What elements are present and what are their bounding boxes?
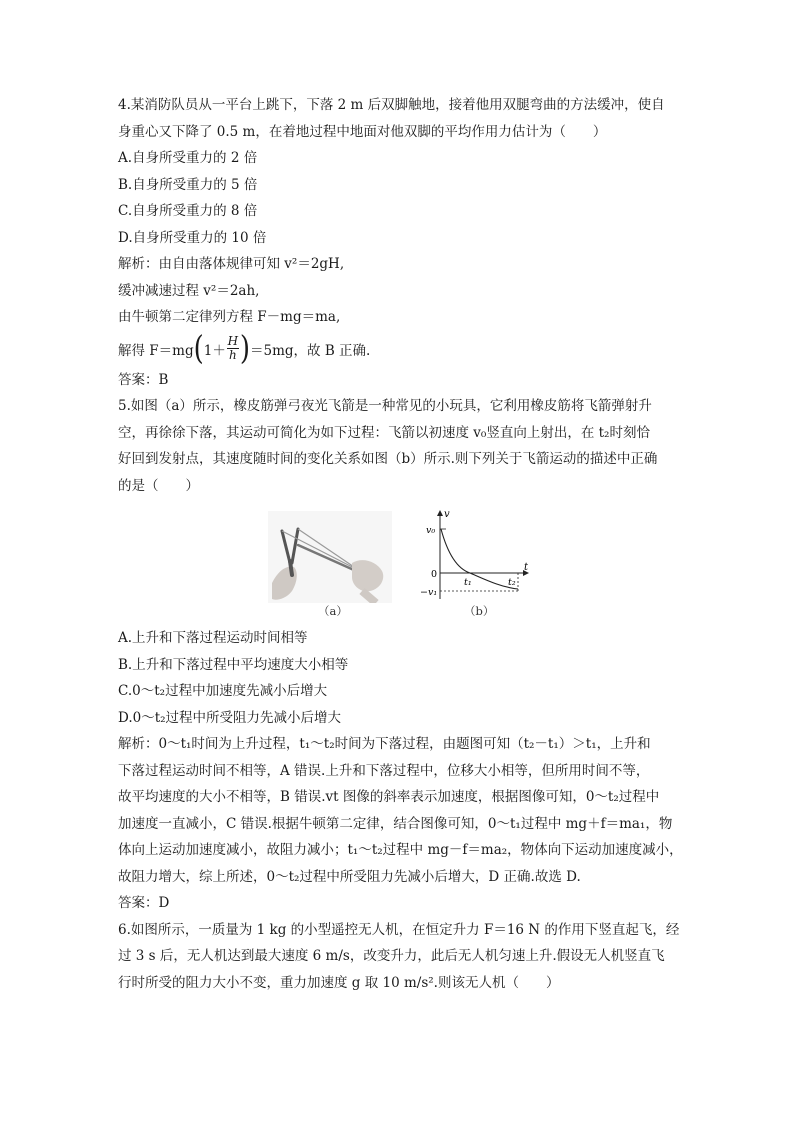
right-paren: ) bbox=[239, 329, 251, 368]
t-axis-label: t bbox=[524, 562, 529, 573]
q4-solution-one: 1＋ bbox=[203, 342, 226, 359]
q4-solution-suffix: ＝5mg，故 B 正确. bbox=[250, 342, 371, 359]
q4-analysis-line-2: 缓冲减速过程 v²＝2ah, bbox=[118, 282, 260, 299]
t2-label: t₂ bbox=[508, 577, 516, 588]
fraction-numerator: H bbox=[227, 334, 239, 348]
q5-stem-line-1: 5.如图（a）所示，橡皮筋弹弓夜光飞箭是一种常见的小玩具，它利用橡皮筋将飞箭弹射升 bbox=[118, 398, 652, 414]
q5-analysis-line-5: 体向上运动加速度减小，故阻力减小；t₁～t₂过程中 mg－f＝ma₂，物体向下运动加速度减小， bbox=[118, 842, 683, 858]
q5-answer: 答案：D bbox=[118, 895, 170, 911]
figure-b-caption: （b） bbox=[464, 604, 495, 618]
q4-stem-line-2: 身重心又下降了 0.5 m，在着地过程中地面对他双脚的平均作用力估计为（ ） bbox=[118, 123, 607, 140]
q4-option-b: B.自身所受重力的 5 倍 bbox=[118, 176, 258, 193]
q5-option-b: B.上升和下落过程中平均速度大小相等 bbox=[118, 656, 349, 673]
q5-option-a: A.上升和下落过程运动时间相等 bbox=[118, 630, 308, 646]
q4-analysis-line-3: 由牛顿第二定律列方程 F－mg＝ma, bbox=[118, 309, 341, 325]
q5-analysis-line-2: 下落过程运动时间不相等，A 错误.上升和下落过程中，位移大小相等，但所用时间不等， bbox=[118, 762, 650, 779]
q5-analysis-line-4: 加速度一直减小，C 错误.根据牛顿第二定律，结合图像可知，0～t₁过程中 mg＋f＝ma₁，物 bbox=[118, 815, 673, 832]
q4-answer: 答案：B bbox=[118, 371, 169, 388]
q6-stem-line-1: 6.如图所示，一质量为 1 kg 的小型遥控无人机，在恒定升力 F＝16 N 的作用下竖直起飞，经 bbox=[118, 921, 680, 938]
q5-stem-line-3: 好回到发射点，其速度随时间的变化关系如图（b）所示.则下列关于飞箭运动的描述中正确 bbox=[118, 451, 658, 467]
q5-analysis-line-6: 故阻力增大，综上所述，0～t₂过程中所受阻力先减小后增大，D 正确.故选 D. bbox=[118, 868, 581, 885]
v0-label: v₀ bbox=[426, 525, 436, 536]
slingshot-photo bbox=[268, 511, 392, 603]
q5-option-c: C.0～t₂过程中加速度先减小后增大 bbox=[118, 683, 328, 699]
q5-figures bbox=[118, 505, 684, 623]
neg-v1-label: −v₁ bbox=[420, 587, 438, 598]
q6-stem-line-2: 过 3 s 后，无人机达到最大速度 6 m/s，改变升力，此后无人机匀速上升.假设无人机竖直飞 bbox=[118, 948, 665, 964]
q4-solution-prefix: 解得 F＝mg bbox=[118, 342, 194, 359]
origin-label: 0 bbox=[431, 569, 438, 580]
q5-analysis-line-3: 故平均速度的大小不相等，B 错误.vt 图像的斜率表示加速度，根据图像可知，0～t₂过程中 bbox=[118, 789, 660, 805]
q4-option-a: A.自身所受重力的 2 倍 bbox=[118, 150, 258, 166]
q6-stem-line-3: 行时所受的阻力大小不变，重力加速度 g 取 10 m/s².则该无人机（ ） bbox=[118, 974, 560, 991]
t1-label: t₁ bbox=[464, 577, 472, 588]
fraction-denominator: h bbox=[228, 348, 237, 362]
q4-analysis-line-1: 解析：由自由落体规律可知 v²＝2gH, bbox=[118, 256, 345, 272]
q4-stem-line-1: 4.某消防队员从一平台上跳下，下落 2 m 后双脚触地，接着他用双腿弯曲的方法缓冲，使自 bbox=[118, 97, 665, 113]
q5-analysis-line-1: 解析：0～t₁时间为上升过程，t₁～t₂时间为下落过程，由题图可知（t₂－t₁）＞t₁，上升和 bbox=[118, 736, 651, 752]
q5-stem-line-2: 空，再徐徐下落，其运动可简化为如下过程：飞箭以初速度 v₀竖直向上射出，在 t₂时刻恰 bbox=[118, 424, 650, 441]
q5-stem-line-4: 的是（ ） bbox=[118, 477, 199, 494]
figure-a-caption: （a） bbox=[318, 604, 348, 618]
fraction-h-over-h bbox=[227, 335, 239, 362]
velocity-curve bbox=[441, 529, 518, 589]
document-page bbox=[118, 92, 684, 996]
q4-option-d: D.自身所受重力的 10 倍 bbox=[118, 229, 267, 246]
left-paren: ( bbox=[193, 329, 204, 368]
q4-solution-equation bbox=[118, 331, 684, 367]
velocity-time-graph bbox=[418, 505, 536, 603]
v-axis-label: v bbox=[444, 509, 450, 520]
q4-option-c: C.自身所受重力的 8 倍 bbox=[118, 203, 258, 219]
q5-option-d: D.0～t₂过程中所受阻力先减小后增大 bbox=[118, 709, 342, 726]
